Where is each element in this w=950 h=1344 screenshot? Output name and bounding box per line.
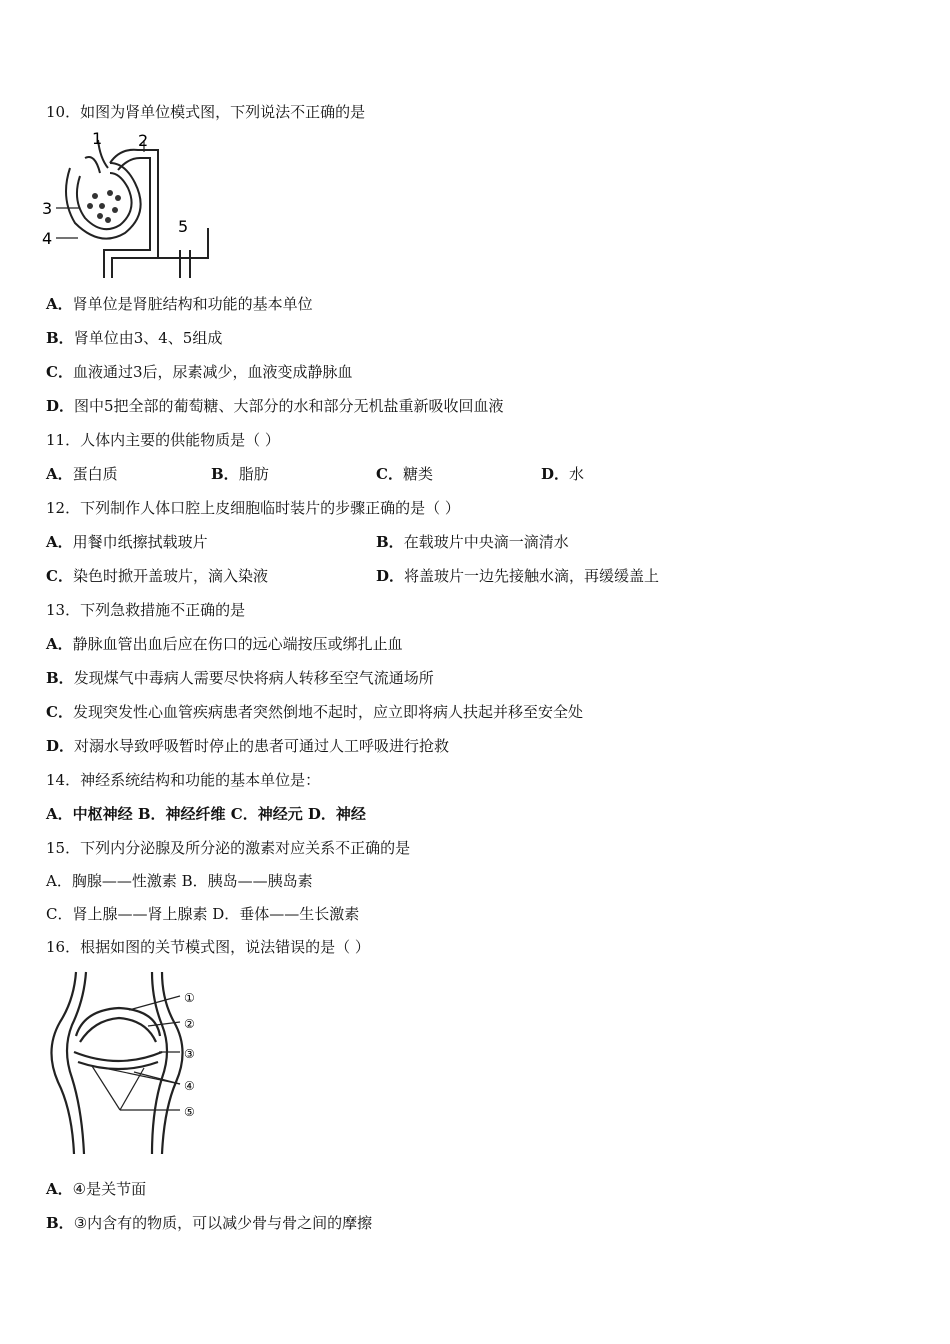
option-text: 在载玻片中央滴一滴清水	[403, 533, 569, 551]
nephron-label-3: 3	[42, 199, 53, 218]
nephron-diagram	[40, 128, 220, 284]
option-text: 脂肪	[238, 465, 269, 483]
q12-option-b[interactable]	[376, 532, 569, 552]
option-text: 发现煤气中毒病人需要尽快将病人转移至空气流通场所	[73, 669, 434, 687]
option-label: A．	[46, 1180, 73, 1198]
option-text: 对溺水导致呼吸暂时停止的患者可通过人工呼吸进行抢救	[74, 737, 450, 755]
q13-option-d[interactable]	[46, 736, 449, 756]
q12-stem: 12．下列制作人体口腔上皮细胞临时装片的步骤正确的是（ ）	[46, 499, 460, 517]
joint-label-3: ③	[184, 1047, 195, 1061]
q11-option-d[interactable]	[541, 464, 584, 484]
q15-options-line1[interactable]: A．胸腺——性激素 B．胰岛——胰岛素	[46, 872, 313, 890]
option-text: 染色时掀开盖玻片，滴入染液	[72, 567, 268, 585]
q16-option-b[interactable]	[46, 1213, 372, 1233]
option-text: 用餐巾纸擦拭载玻片	[72, 533, 208, 551]
q13-option-b[interactable]	[46, 668, 434, 688]
nephron-svg	[40, 128, 220, 284]
q11-option-a[interactable]	[46, 464, 118, 484]
q10-stem: 10．如图为肾单位模式图，下列说法不正确的是	[46, 103, 366, 121]
q12-options-row2	[46, 566, 846, 586]
option-label: D．	[46, 397, 75, 415]
joint-label-2: ②	[184, 1017, 195, 1031]
option-label: B．	[46, 669, 74, 687]
joint-label-1: ①	[184, 991, 195, 1005]
q13-option-a[interactable]	[46, 634, 403, 654]
option-label: C．	[46, 703, 73, 721]
q11-options	[46, 464, 846, 484]
option-text: 肾单位是肾脏结构和功能的基本单位	[72, 295, 313, 313]
option-text: 血液通过3后，尿素减少，血液变成静脉血	[72, 363, 353, 381]
q14-options[interactable]: A．中枢神经 B．神经纤维 C．神经元 D．神经	[46, 805, 366, 823]
option-label: C．	[46, 567, 73, 585]
q10-option-b[interactable]	[46, 328, 222, 348]
nephron-label-4: 4	[42, 229, 53, 248]
q15-stem: 15．下列内分泌腺及所分泌的激素对应关系不正确的是	[46, 839, 411, 857]
option-text: 图中5把全部的葡萄糖、大部分的水和部分无机盐重新吸收回血液	[74, 397, 504, 415]
q11-option-b[interactable]	[211, 464, 269, 484]
q15-options-line2[interactable]: C．肾上腺——肾上腺素 D．垂体——生长激素	[46, 905, 360, 923]
option-text: 糖类	[402, 465, 433, 483]
option-label: D．	[541, 465, 570, 483]
option-label: D．	[376, 567, 405, 585]
joint-svg	[44, 970, 214, 1156]
joint-label-5: ⑤	[184, 1105, 195, 1119]
option-label: D．	[46, 737, 75, 755]
q10-option-d[interactable]	[46, 396, 504, 416]
option-text: 静脉血管出血后应在伤口的远心端按压或绑扎止血	[72, 635, 403, 653]
nephron-label-1: 1	[92, 129, 103, 148]
option-text: ④是关节面	[72, 1180, 147, 1198]
option-text: 水	[569, 465, 585, 483]
q13-stem: 13．下列急救措施不正确的是	[46, 601, 246, 619]
option-label: C．	[376, 465, 403, 483]
q11-stem: 11．人体内主要的供能物质是（ ）	[46, 431, 280, 449]
option-label: A．	[46, 295, 73, 313]
option-text: 发现突发性心血管疾病患者突然倒地不起时，应立即将病人扶起并移至安全处	[72, 703, 583, 721]
nephron-label-5: 5	[178, 217, 189, 236]
q10-option-c[interactable]	[46, 362, 353, 382]
q16-option-a[interactable]	[46, 1179, 146, 1199]
option-label: A．	[46, 533, 73, 551]
option-label: B．	[211, 465, 239, 483]
joint-diagram	[44, 970, 214, 1156]
q10-option-a[interactable]	[46, 294, 313, 314]
option-label: B．	[376, 533, 404, 551]
q16-stem: 16．根据如图的关节模式图，说法错误的是（ ）	[46, 938, 370, 956]
option-label: A．	[46, 635, 73, 653]
option-label: A．	[46, 465, 73, 483]
q12-option-d[interactable]	[376, 566, 659, 586]
q12-option-a[interactable]	[46, 532, 208, 552]
q14-stem: 14．神经系统结构和功能的基本单位是：	[46, 771, 321, 789]
q13-option-c[interactable]	[46, 702, 583, 722]
option-text: 蛋白质	[72, 465, 118, 483]
nephron-label-2: 2	[138, 131, 149, 150]
option-text: 肾单位由3、4、5组成	[73, 329, 223, 347]
q11-option-c[interactable]	[376, 464, 433, 484]
joint-label-4: ④	[184, 1079, 195, 1093]
option-text: 将盖玻片一边先接触水滴，再缓缓盖上	[404, 567, 660, 585]
q12-options-row1	[46, 532, 846, 552]
q12-option-c[interactable]	[46, 566, 268, 586]
option-label: C．	[46, 363, 73, 381]
option-text: ③内含有的物质，可以减少骨与骨之间的摩擦	[73, 1214, 373, 1232]
option-label: B．	[46, 1214, 74, 1232]
option-label: B．	[46, 329, 74, 347]
